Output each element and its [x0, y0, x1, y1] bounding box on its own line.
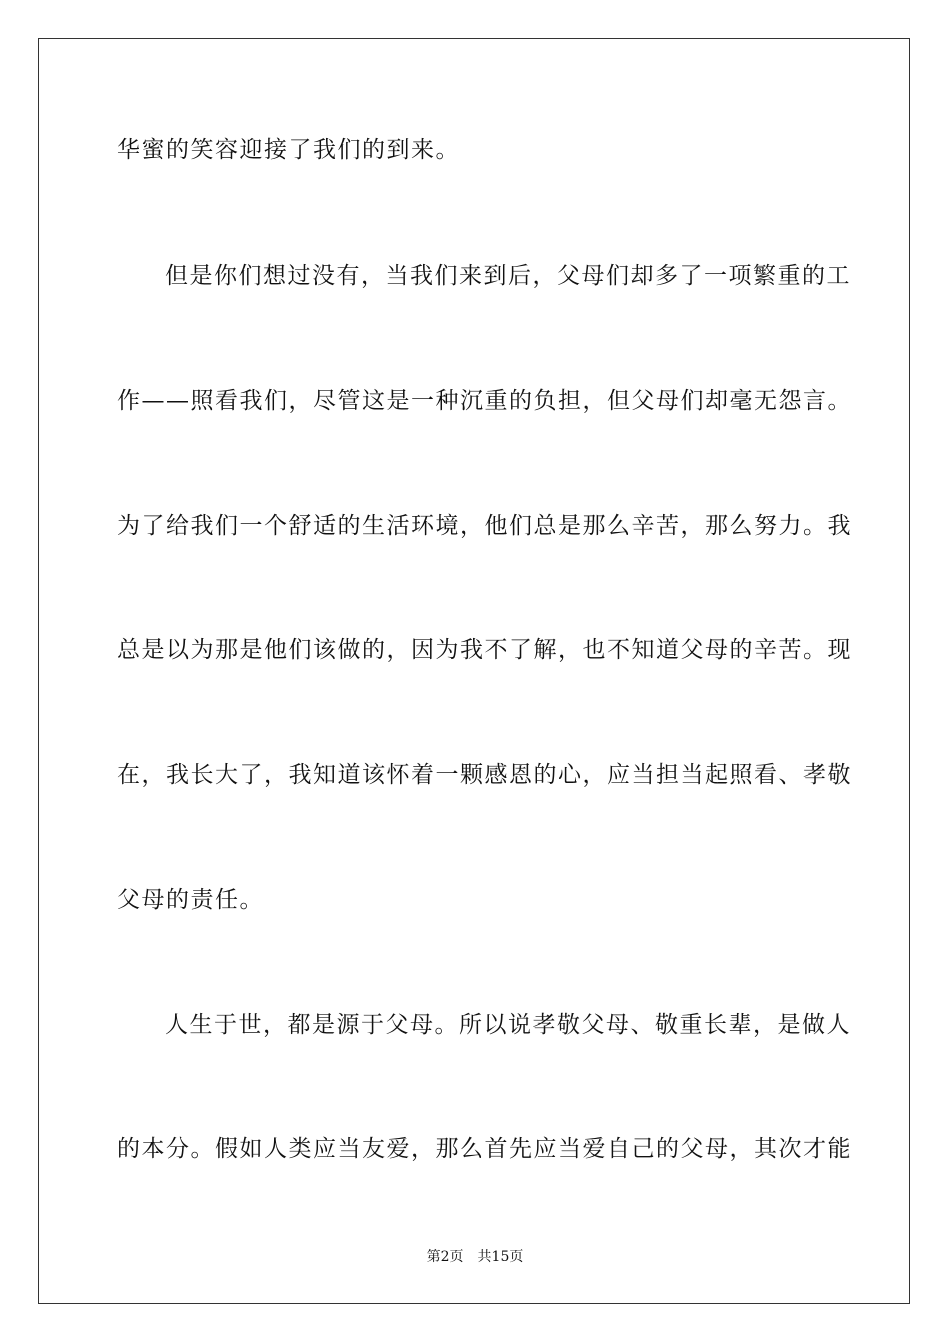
page-footer — [0, 1248, 950, 1266]
page-border — [38, 38, 910, 1304]
paragraph-line: 作——照看我们，尽管这是一种沉重的负担，但父母们却毫无怨言。 — [117, 388, 852, 414]
paragraph-line: 为了给我们一个舒适的生活环境，他们总是那么辛苦，那么努力。我 — [117, 513, 852, 539]
paragraph-line: 但是你们想过没有，当我们来到后，父母们却多了一项繁重的工 — [165, 263, 851, 289]
paragraph-line: 华蜜的笑容迎接了我们的到来。 — [117, 137, 460, 163]
paragraph-line: 在，我长大了，我知道该怀着一颗感恩的心，应当担当起照看、孝敬 — [117, 762, 852, 788]
paragraph-line: 的本分。假如人类应当友爱，那么首先应当爱自己的父母，其次才能 — [117, 1136, 852, 1162]
paragraph-line: 父母的责任。 — [117, 887, 264, 913]
paragraph-line: 人生于世，都是源于父母。所以说孝敬父母、敬重长辈，是做人 — [165, 1012, 851, 1038]
paragraph-line: 总是以为那是他们该做的，因为我不了解，也不知道父母的辛苦。现 — [117, 637, 852, 663]
total-pages: 共15页 — [477, 1249, 524, 1265]
page-number: 第2页 — [426, 1249, 464, 1265]
